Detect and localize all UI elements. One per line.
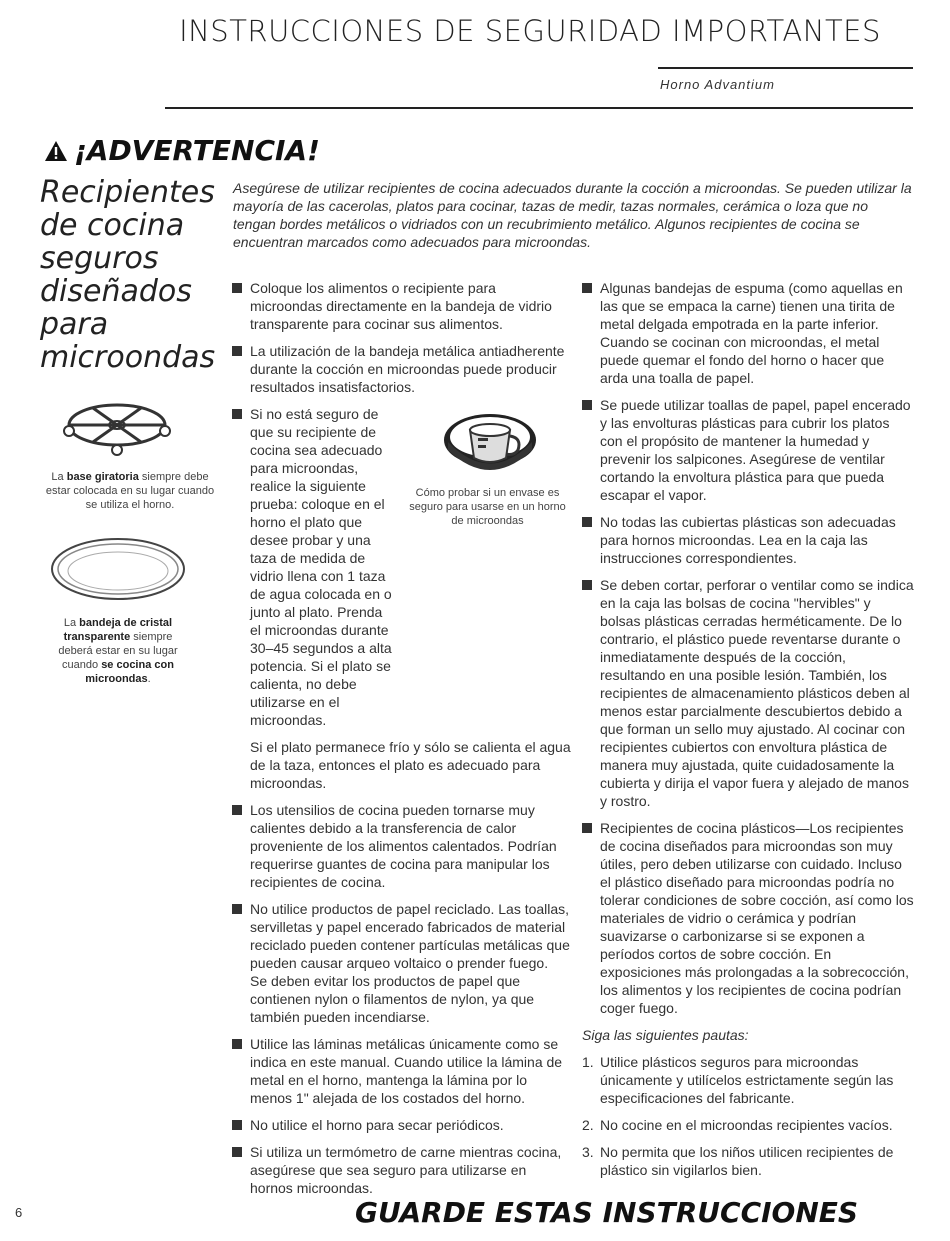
list-item bbox=[582, 576, 914, 810]
list-item bbox=[232, 801, 572, 891]
list-item-text: No todas las cubiertas plásticas son adecuadas para hornos microondas. Lea en la caja las instrucciones correspondientes. bbox=[600, 514, 896, 566]
list-item-text: Los utensilios de cocina pueden tornarse muy calientes debido a la transferencia de calor proveniente de los alimentos calentados. Podrían requerirse guantes de cocina para manipular los recipientes de cocina. bbox=[250, 802, 557, 890]
list-item-text: Coloque los alimentos o recipiente para microondas directamente en la bandeja de vidrio transparente para cocinar sus alimentos. bbox=[250, 280, 552, 332]
list-item-text: Recipientes de cocina plásticos—Los recipientes de cocina diseñados para microondas son muy útiles, pero deben utilizarse con cuidado. Incluso el plástico diseñado para microondas podría no tolerar condiciones de sobre cocción, así como los materiales de vidrio o cerámica y podrían suavizarse o carbonizarse si se exponen a períodos cortos de sobre cocción. En exposiciones más prolongadas a la sobrecocción, los alimentos y los recipientes de cocina podrían coger fuego. bbox=[600, 820, 914, 1016]
right-column bbox=[582, 279, 914, 1188]
item-number: 2. bbox=[582, 1117, 594, 1133]
section-heading bbox=[40, 176, 215, 374]
list-item bbox=[582, 396, 914, 504]
section-heading-line: Recipientes bbox=[40, 175, 215, 210]
list-item-text: Se deben evitar los productos de papel que contienen nylon o filamentos de nylon, ya que también pueden incendiarse. bbox=[250, 973, 535, 1025]
list-item-text: Utilice las láminas metálicas únicamente como se indica en este manual. Cuando utilice la lámina de metal en el horno, mantenga la lámina por lo menos 1" alejada de los costados del horno. bbox=[250, 1036, 563, 1106]
list-item-text: Si el plato permanece frío y sólo se calienta el agua de la taza, entonces el plato es adecuado para microondas. bbox=[250, 739, 571, 791]
item-text: No cocine en el microondas recipientes vacíos. bbox=[600, 1117, 893, 1133]
section-heading-line: para bbox=[40, 307, 109, 342]
section-heading-line: de cocina bbox=[40, 208, 185, 243]
list-item bbox=[232, 1035, 572, 1107]
section-heading-line: seguros bbox=[40, 241, 159, 276]
glass-tray-caption bbox=[48, 616, 188, 686]
turntable-illustration bbox=[55, 395, 180, 465]
header-rule-long bbox=[165, 107, 913, 109]
list-item bbox=[232, 279, 572, 333]
warning-triangle-icon bbox=[44, 140, 68, 162]
page-number: 6 bbox=[15, 1205, 23, 1220]
list-item-text: Algunas bandejas de espuma (como aquellas en las que se empaca la carne) tienen una tirita de metal delgada empotrada en la parte inferior. Cuando se cocinan con microondas, el metal puede quemar el fondo del horno o hacer que arda una toalla de papel. bbox=[600, 280, 903, 386]
list-item-text: No utilice productos de papel reciclado. Las toallas, servilletas y papel encerado fabricados de material reciclado pueden contener partículas metálicas que pueden causar arqueo voltaico o prender fuego. bbox=[250, 901, 570, 971]
list-item-text: Si no está seguro de que su recipiente de cocina sea adecuado para microondas, realice la siguiente prueba: coloque en el horno el plato que desee probar y una taza de medida de vidrio llena con 1 taza de agua colocada en o junto al plato. Prenda el microondas durante 30–45 segundos a alta potencia. Si el plato se calienta, no debe utilizarse en el microondas. bbox=[250, 406, 392, 728]
list-item-text: Si utiliza un termómetro de carne mientras cocina, asegúrese que sea seguro para utilizarse en hornos microondas. bbox=[250, 1144, 562, 1196]
list-item bbox=[232, 342, 572, 396]
caption-text: La bbox=[51, 471, 67, 483]
list-item bbox=[582, 819, 914, 1017]
footer-title: GUARDE ESTAS INSTRUCCIONES bbox=[355, 1196, 859, 1229]
list-item bbox=[232, 1116, 572, 1134]
list-item-text: Se puede utilizar toallas de papel, papel encerado y las envolturas plásticas para cubrir los platos con el propósito de mantener la humedad y prevenir los salpicones. Asegúrese de ventilar cortando la envoltura plástica para que pueda escapar el vapor. bbox=[600, 397, 911, 503]
intro-paragraph: Asegúrese de utilizar recipientes de cocina adecuados durante la cocción a microondas. Se pueden utilizar la mayoría de las cacerolas, platos para cocinar, tazas de medir, tazas normales, cerámica o loza que no tengan bordes metálicos o vidriados con un recubrimiento metálico. Algunos recipientes de cocina se encuentran marcados como adecuados para microondas. bbox=[233, 180, 912, 250]
list-item bbox=[582, 513, 914, 567]
item-text: Utilice plásticos seguros para microondas únicamente y utilícelos estrictamente según las especificaciones del fabricante. bbox=[600, 1054, 894, 1106]
cup-test-caption: Cómo probar si un envase es seguro para usarse en un horno de microondas bbox=[409, 487, 566, 527]
item-text: No permita que los niños utilicen recipientes de plástico sin vigilarlos bien. bbox=[600, 1144, 894, 1178]
caption-text: siempre debe estar colocada en su lugar cuando se utiliza el horno. bbox=[45, 471, 215, 511]
caption-bold: se cocina con microondas bbox=[85, 659, 174, 685]
glass-tray-illustration bbox=[48, 535, 188, 605]
list-item-continuation bbox=[232, 738, 572, 792]
list-item-text: La utilización de la bandeja metálica antiadherente durante la cocción en microondas puede producir resultados insatisfactorios. bbox=[250, 343, 565, 395]
section-heading-line: diseñados bbox=[40, 274, 192, 309]
list-item bbox=[232, 405, 572, 729]
warning-heading bbox=[44, 134, 320, 167]
header-rule-short bbox=[658, 67, 913, 69]
caption-text: . bbox=[147, 673, 151, 685]
list-item bbox=[232, 1143, 572, 1197]
list-item-text: Se deben cortar, perforar o ventilar como se indica en la caja las bolsas de cocina "hervibles" y bolsas plásticas cerradas herméticamente. De lo contrario, el plástico puede reventarse durante o inmediatamente después de la cocción, resultando en una posible lesión. También, los recipientes de almacenamiento plásticos deben al menos estar parcialmente descubiertos debido a que forman un sello muy ajustado. Al cocinar con recipientes cubiertos con envoltura plástica de manera muy ajustada, quite cuidadosamente la cubierta y dirija el vapor fuera y alejado de manos y rostro. bbox=[600, 577, 914, 809]
list-item bbox=[232, 900, 572, 1026]
list-item bbox=[582, 279, 914, 387]
warning-title: ¡ADVERTENCIA! bbox=[74, 134, 320, 167]
numbered-item bbox=[582, 1116, 914, 1134]
list-item-text: No utilice el horno para secar periódicos. bbox=[250, 1117, 504, 1133]
caption-bold: bandeja de cristal transparente bbox=[63, 617, 173, 643]
numbered-item bbox=[582, 1053, 914, 1107]
numbered-item bbox=[582, 1143, 914, 1179]
product-subtitle: Horno Advantium bbox=[660, 77, 775, 92]
caption-text: siempre deberá estar en su lugar cuando bbox=[58, 631, 178, 671]
guidelines-label: Siga las siguientes pautas: bbox=[582, 1027, 749, 1043]
item-number: 3. bbox=[582, 1144, 594, 1160]
item-number: 1. bbox=[582, 1054, 594, 1070]
caption-bold: base giratoria bbox=[66, 471, 139, 483]
turntable-caption bbox=[40, 470, 220, 512]
left-column bbox=[232, 279, 572, 1206]
page-title: INSTRUCCIONES DE SEGURIDAD IMPORTANTES bbox=[179, 14, 881, 48]
caption-text: La bbox=[63, 617, 80, 629]
section-heading-line: microondas bbox=[40, 340, 216, 375]
